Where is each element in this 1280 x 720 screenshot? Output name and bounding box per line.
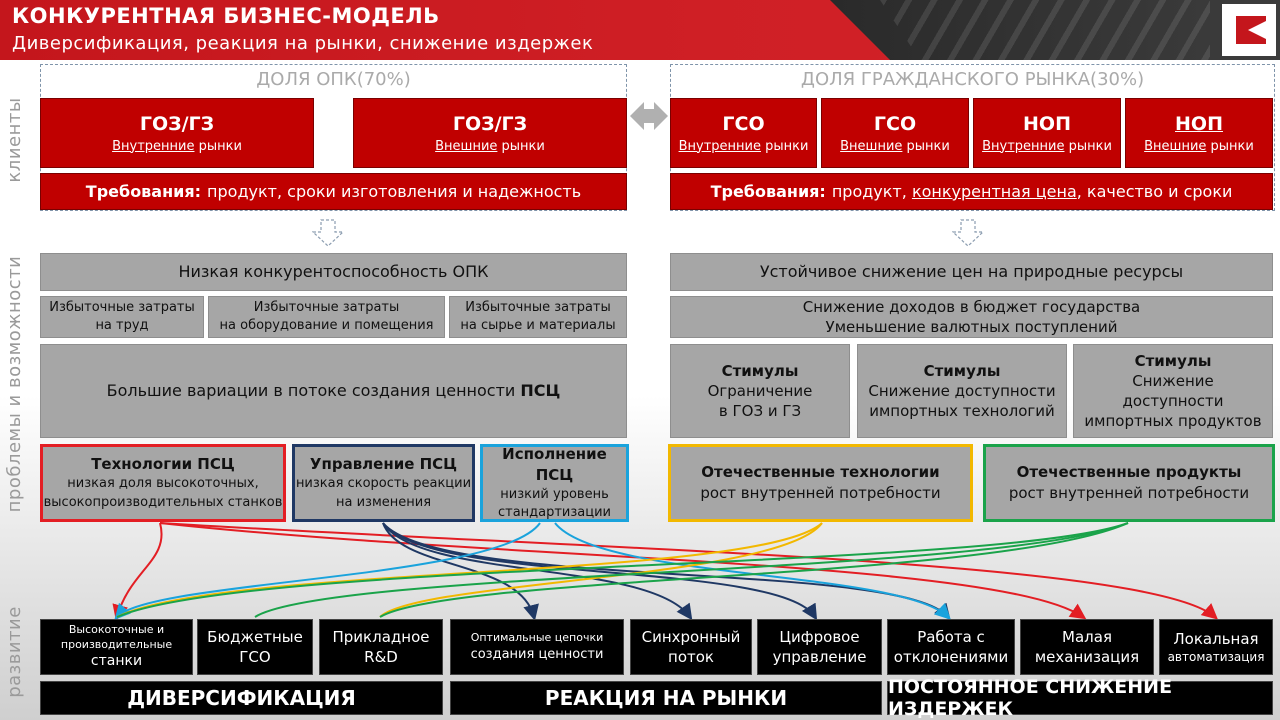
psc-line: низкая доля высокоточных, xyxy=(67,476,259,492)
opk-box-sub-underlined: Внешние xyxy=(435,138,498,154)
psc-line: низкая скорость реакции xyxy=(295,476,472,492)
dev-item-small-mechanization xyxy=(1020,619,1154,675)
dev-item-deviation-work xyxy=(887,619,1015,675)
category-cost-reduction: ПОСТОЯННОЕ СНИЖЕНИЕ ИЗДЕРЖЕК xyxy=(887,681,1273,715)
dev-item-precision-machines xyxy=(40,619,193,675)
dev-item-optimal-chains xyxy=(450,619,624,675)
opk-box-title: ГОЗ/ГЗ xyxy=(452,112,528,135)
side-label-development: развитие xyxy=(4,606,25,698)
opk-box-sub-underlined: Внутренние xyxy=(112,138,195,154)
opk-box-sub: рынки xyxy=(497,138,545,154)
psc-title: Исполнение ПСЦ xyxy=(502,444,607,484)
stimulus-line: доступности xyxy=(1122,392,1224,410)
domestic-line: рост внутренней потребности xyxy=(1008,484,1250,502)
civil-box-sub-underlined: Внешние xyxy=(840,138,903,154)
civil-share-label: ДОЛЯ ГРАЖДАНСКОГО РЫНКА(30%) xyxy=(800,69,1145,90)
civil-req-text: продукт, xyxy=(831,182,907,201)
stimulus-line: в ГОЗ и ГЗ xyxy=(718,402,802,421)
low-competitiveness-box: Низкая конкурентоспособность ОПК xyxy=(40,253,627,291)
dev-line: Оптимальные цепочки xyxy=(470,630,604,644)
dev-line: управление xyxy=(772,648,867,666)
opk-req-label: Требования: xyxy=(85,182,202,201)
dev-item-sync-flow xyxy=(630,619,752,675)
civil-req-label: Требования: xyxy=(710,182,826,201)
cost-line: Избыточные затраты xyxy=(465,300,611,316)
civil-req-underlined: конкурентная цена xyxy=(911,182,1077,201)
dev-item-local-automation xyxy=(1159,619,1273,675)
dev-line: отклонениями xyxy=(893,648,1009,666)
stimulus-line: импортных продуктов xyxy=(1084,412,1262,431)
resource-price-decline-box: Устойчивое снижение цен на природные ресурсы xyxy=(670,253,1273,291)
dev-line: станки xyxy=(90,653,143,670)
dev-item-digital-management xyxy=(757,619,882,675)
dev-item-budget-gso xyxy=(197,619,313,675)
dev-line: Локальная xyxy=(1173,629,1259,648)
dev-line: автоматизация xyxy=(1167,650,1265,665)
civil-box-title: НОП xyxy=(1175,112,1223,135)
civil-box-sub-underlined: Внутренние xyxy=(982,138,1065,154)
civil-box-title: НОП xyxy=(1023,112,1071,135)
category-diversification: ДИВЕРСИФИКАЦИЯ xyxy=(40,681,443,715)
arrow-green xyxy=(380,523,1128,617)
stimulus-line: Снижение xyxy=(1132,371,1214,390)
psc-line: низкий уровень xyxy=(500,486,609,502)
opk-req-text: продукт, сроки изготовления и надежность xyxy=(207,182,582,201)
page-title: КОНКУРЕНТНАЯ БИЗНЕС-МОДЕЛЬ xyxy=(12,4,440,28)
dev-line: Малая xyxy=(1062,627,1112,646)
psc-title: Технологии ПСЦ xyxy=(91,455,235,474)
opk-share-label: ДОЛЯ ОПК(70%) xyxy=(256,69,411,90)
cost-line: Избыточные затраты xyxy=(253,300,400,316)
dev-line: Бюджетные xyxy=(207,627,303,646)
opk-box-sub: рынки xyxy=(194,138,242,154)
variation-text: Большие вариации в потоке создания ценности xyxy=(106,381,521,401)
stimulus-line: импортных технологий xyxy=(869,402,1055,421)
stimulus-line: Снижение доступности xyxy=(868,381,1056,400)
civil-box-sub: рынки xyxy=(1206,138,1254,154)
dev-line: Высокоточные и xyxy=(68,622,165,636)
domestic-title: Отечественные технологии xyxy=(701,463,940,481)
civil-box-sub: рынки xyxy=(760,138,809,154)
arrow-red xyxy=(117,523,162,617)
dev-line: Синхронный xyxy=(641,627,741,646)
civil-req-text-end: , качество и сроки xyxy=(1076,182,1233,201)
side-label-problems: проблемы и возможности xyxy=(4,255,25,513)
dev-line: R&D xyxy=(364,648,398,666)
cost-line: на труд xyxy=(95,318,149,333)
psc-title: Управление ПСЦ xyxy=(309,455,458,474)
dev-line: ГСО xyxy=(239,648,271,666)
dev-item-applied-rd xyxy=(319,619,443,675)
psc-line: высокопроизводительных станков xyxy=(43,494,283,510)
dev-line: Работа с xyxy=(917,627,985,646)
civil-box-title: ГСО xyxy=(722,112,765,135)
psc-line: на изменения xyxy=(335,494,432,510)
cost-line: на сырье и материалы xyxy=(460,318,616,333)
stimulus-title: Стимулы xyxy=(721,361,799,380)
stimulus-line: Ограничение xyxy=(707,381,813,400)
cost-line: на оборудование и помещения xyxy=(219,318,434,333)
civil-box-sub-underlined: Внешние xyxy=(1144,138,1207,154)
civil-box-sub: рынки xyxy=(1064,138,1112,154)
psc-line: стандартизации xyxy=(497,505,612,520)
domestic-title: Отечественные продукты xyxy=(1016,463,1242,481)
cost-line: Избыточные затраты xyxy=(49,300,195,316)
dev-line: поток xyxy=(668,648,714,666)
stimulus-title: Стимулы xyxy=(1134,351,1212,370)
income-line: Уменьшение валютных поступлений xyxy=(825,318,1118,336)
domestic-line: рост внутренней потребности xyxy=(700,484,941,502)
category-market-reaction: РЕАКЦИЯ НА РЫНКИ xyxy=(450,681,882,715)
dev-line: Цифровое xyxy=(779,627,860,646)
side-label-clients: клиенты xyxy=(4,97,25,183)
civil-box-title: ГСО xyxy=(873,112,917,135)
page-subtitle: Диверсификация, реакция на рынки, снижение издержек xyxy=(12,33,594,54)
civil-box-sub: рынки xyxy=(902,138,950,154)
dev-line: создания ценности xyxy=(470,646,604,662)
dev-line: механизация xyxy=(1034,648,1140,666)
civil-box-sub-underlined: Внутренние xyxy=(678,138,761,154)
stimulus-title: Стимулы xyxy=(923,361,1001,380)
dev-line: Прикладное xyxy=(332,627,430,646)
opk-box-title: ГОЗ/ГЗ xyxy=(139,112,215,135)
variation-bold: ПСЦ xyxy=(520,381,561,401)
dev-line: производительные xyxy=(60,637,173,651)
income-line: Снижение доходов в бюджет государства xyxy=(802,297,1141,316)
